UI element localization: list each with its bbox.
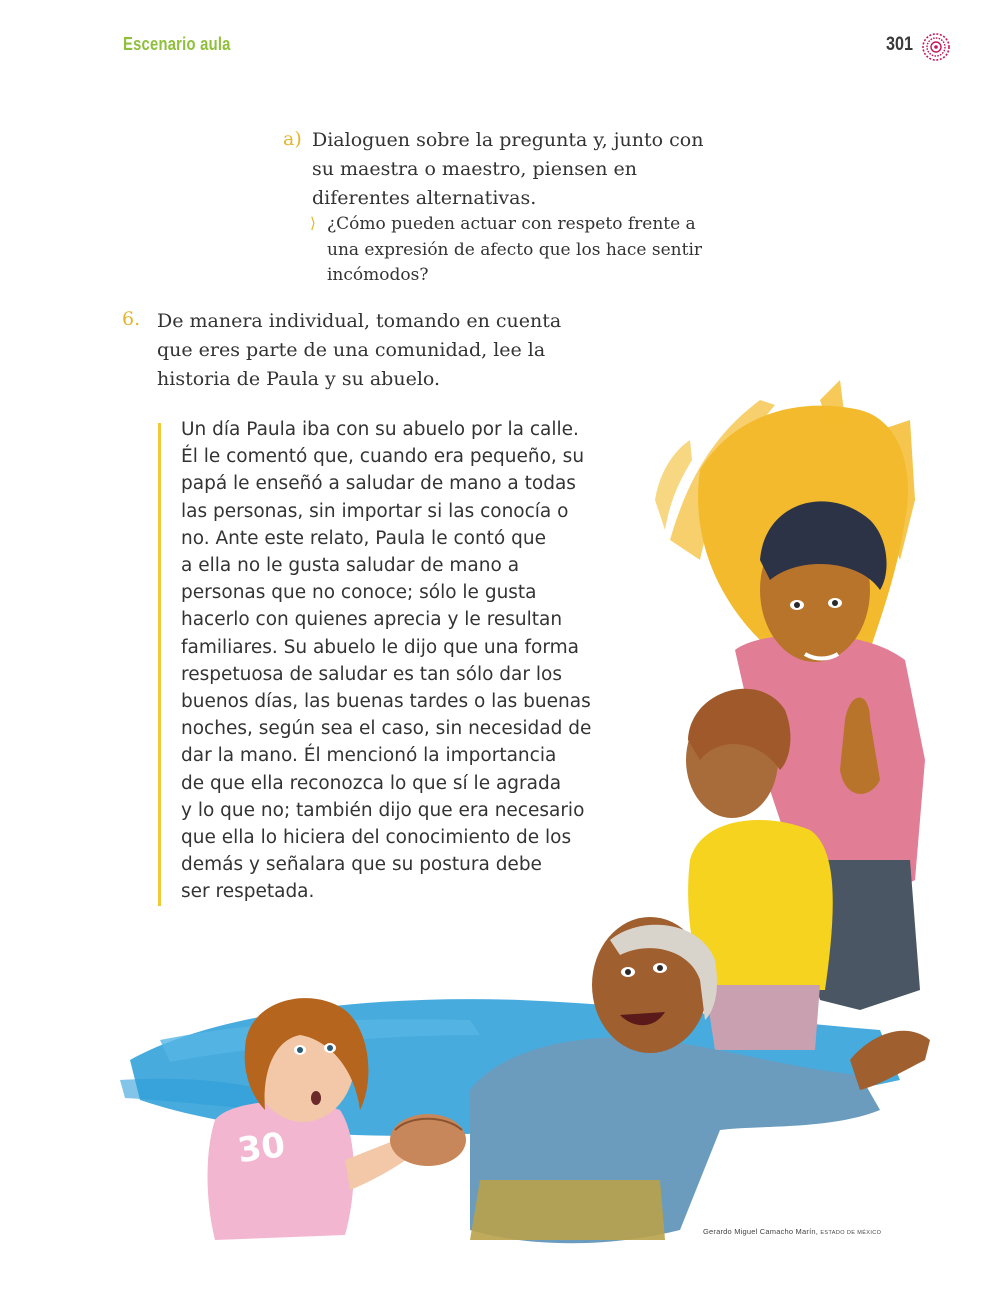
story-line: demás y señalara que su postura debe <box>181 854 542 876</box>
story-line: Él le comentó que, cuando era pequeño, su <box>181 446 585 468</box>
story-line: respetuosa de saludar es tan sólo dar los <box>181 663 562 685</box>
shirt-print-text: 30 <box>235 1124 288 1172</box>
credit-state: ESTADO DE MÉXICO <box>820 1230 882 1236</box>
story-line: familiares. Su abuelo le dijo que una forma <box>181 636 579 658</box>
story-line: noches, según sea el caso, sin necesidad de <box>181 718 592 740</box>
story-line: buenos días, las buenas tardes o las buenas <box>181 691 591 713</box>
story-line: Un día Paula iba con su abuelo por la calle. <box>181 419 579 440</box>
item-a-text: Dialoguen sobre la pregunta y, junto con su maestra o maestro, piensen en diferentes alternativas. <box>312 129 704 209</box>
story-accent-bar <box>158 423 161 906</box>
clasped-hands <box>390 1114 466 1166</box>
story-line: que ella lo hiciera del conocimiento de los <box>181 827 572 849</box>
credit-name: Gerardo Miguel Camacho Marín, <box>703 1227 819 1236</box>
sub-bullet-question: ¿Cómo pueden actuar con respeto frente a una expresión de afecto que los hace sentir incómodos? <box>327 214 703 285</box>
story-line: no. Ante este relato, Paula le contó que <box>181 527 546 549</box>
story-line: y lo que no; también dijo que era necesario <box>181 799 585 821</box>
page-number: 301 <box>886 34 913 55</box>
story-line: papá le enseñó a saludar de mano a todas <box>181 473 576 495</box>
story-line: dar la mano. Él mencionó la importancia <box>181 745 557 767</box>
story-line: hacerlo con quienes aprecia y le resultan <box>181 609 563 631</box>
story-paragraph <box>181 416 651 906</box>
story-line: personas que no conoce; sólo le gusta <box>181 582 537 604</box>
story-line: a ella no le gusta saludar de mano a <box>181 555 520 577</box>
item-a-marker: a) <box>283 128 302 150</box>
illustration-credit <box>703 1227 881 1236</box>
story-line: de que ella reconozca lo que sí le agrada <box>181 772 562 794</box>
item-6-marker: 6. <box>122 308 141 330</box>
story-line: ser respetada. <box>181 881 315 903</box>
chevron-right-icon: ⟩ <box>310 214 316 232</box>
item-6-text: De manera individual, tomando en cuenta que eres parte de una comunidad, lee la historia de Paula y su abuelo. <box>157 310 562 390</box>
section-label: Escenario aula <box>123 34 231 54</box>
story-line: las personas, sin importar si las conocía o <box>181 500 569 522</box>
